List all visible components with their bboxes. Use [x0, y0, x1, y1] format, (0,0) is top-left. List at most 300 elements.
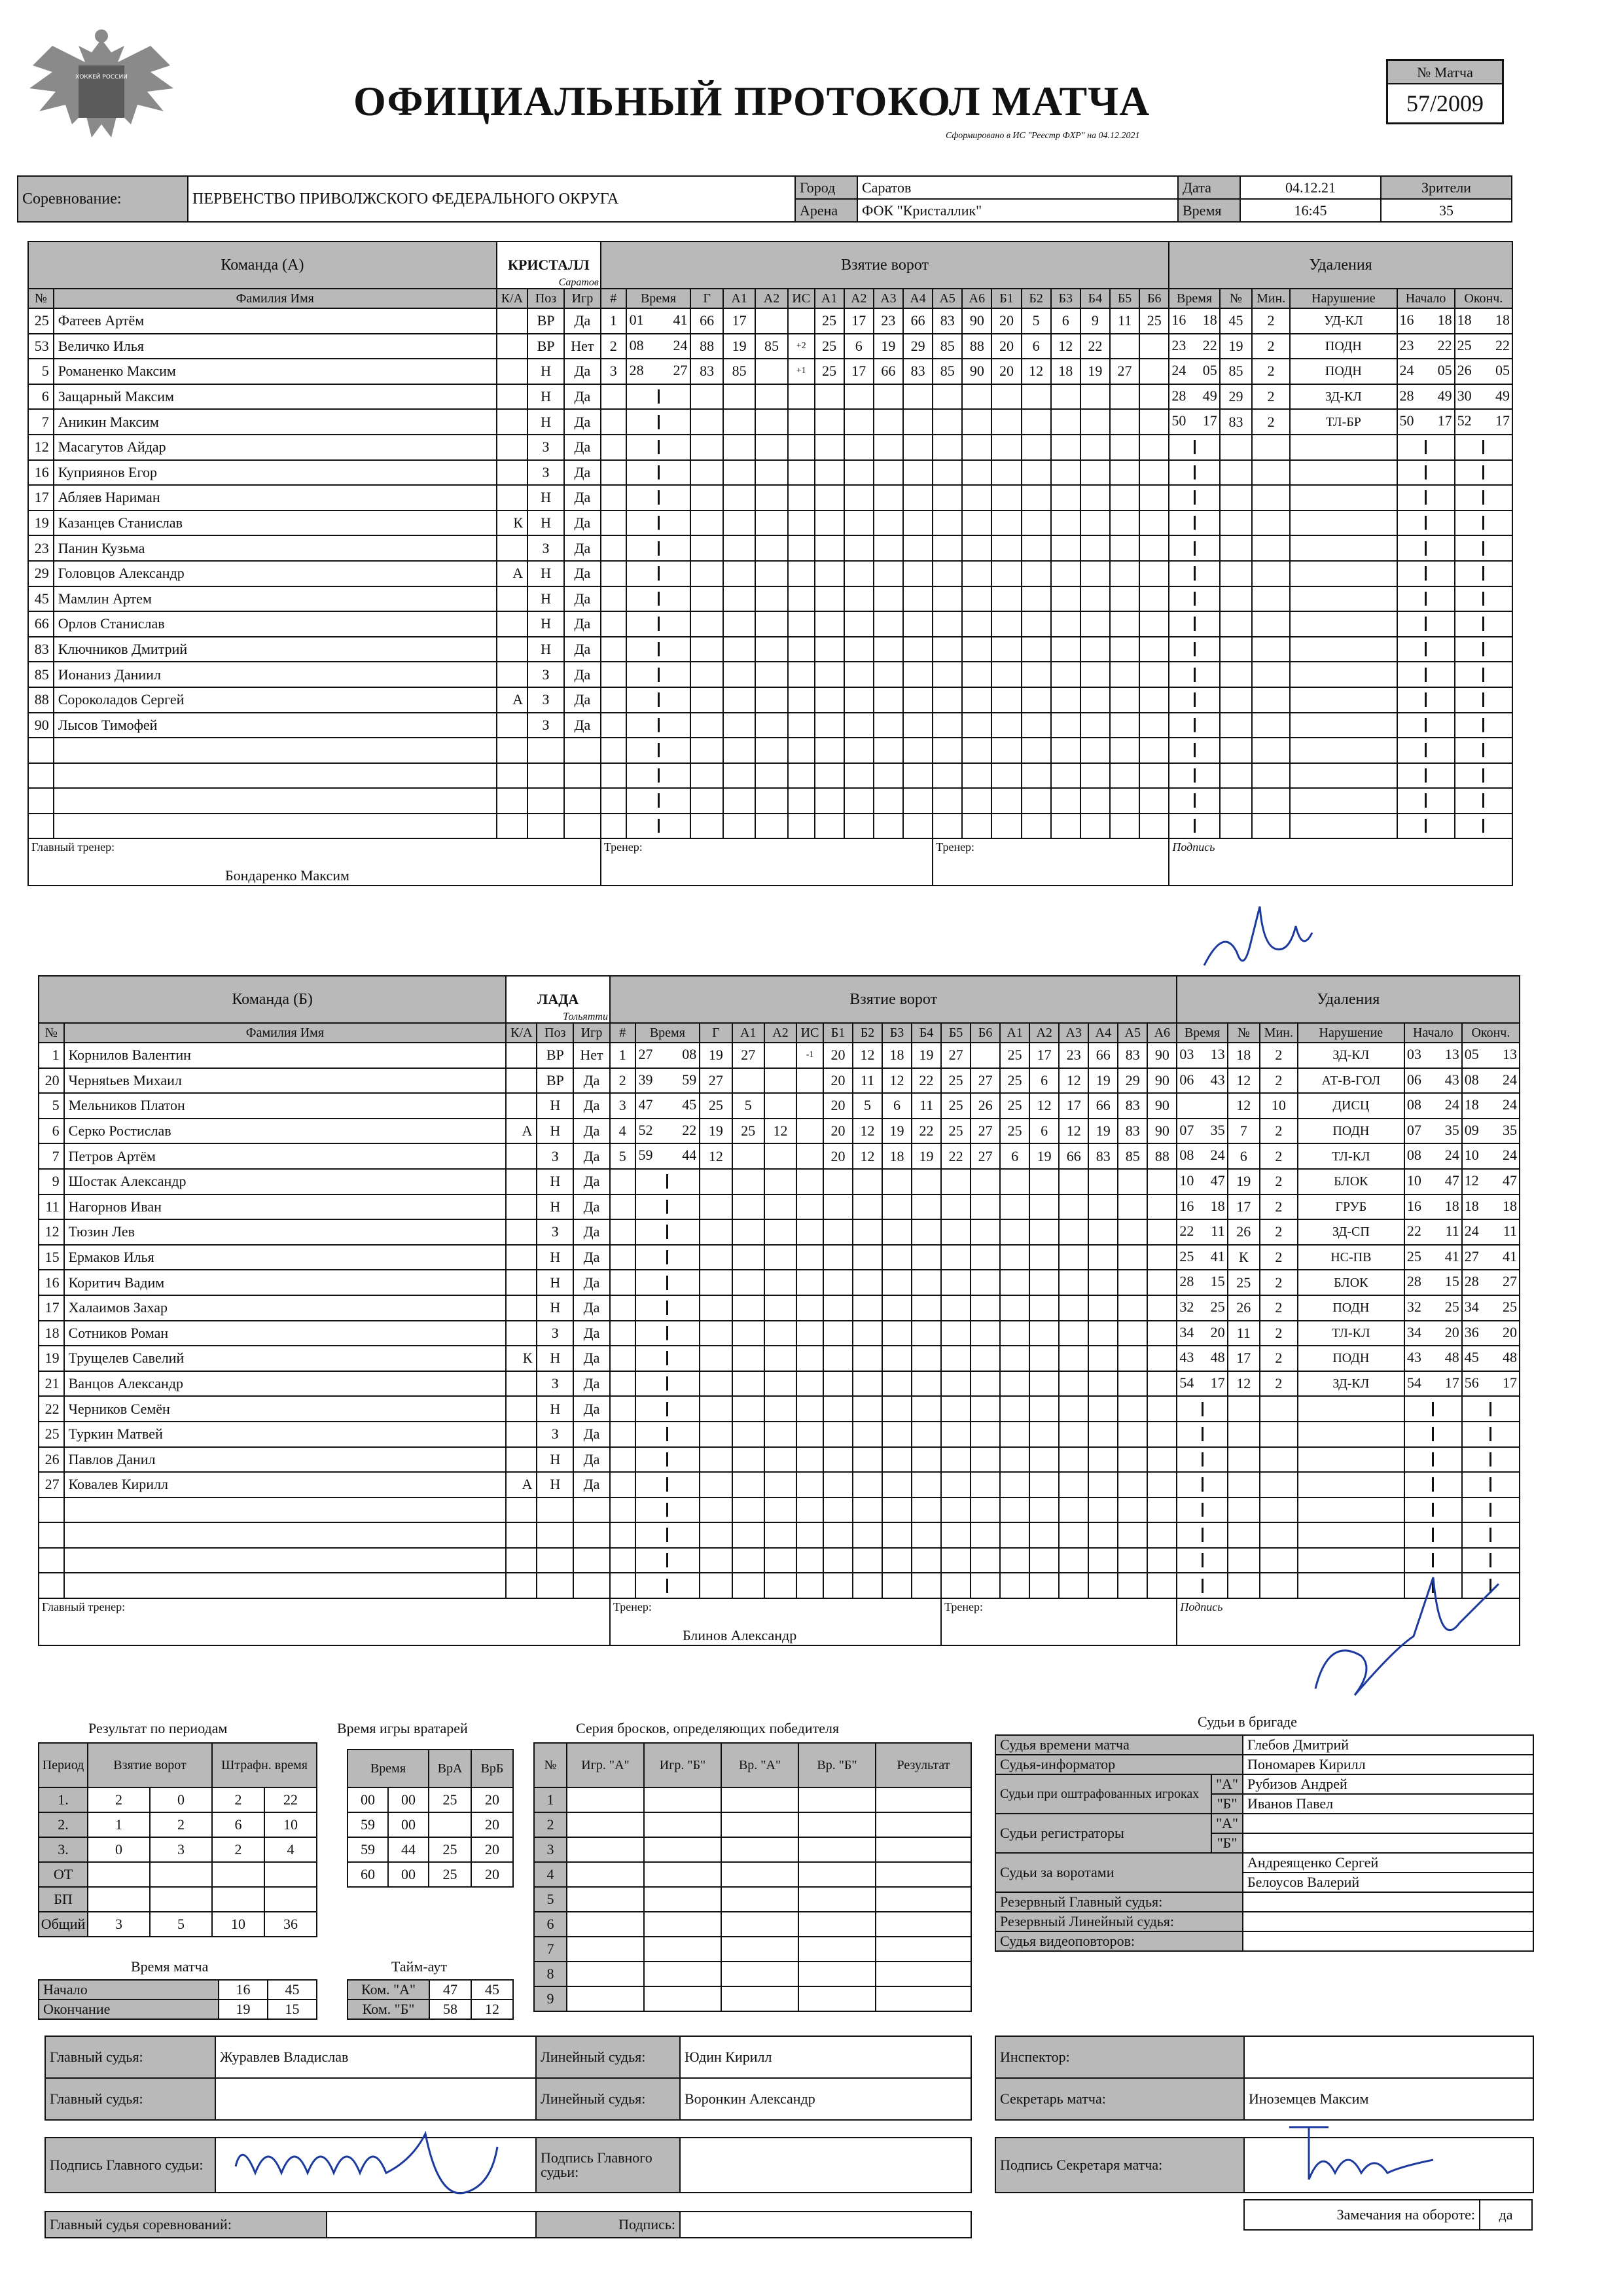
- teamA-empty-cell: [564, 763, 601, 789]
- teamB-goal-minus: 66: [1059, 1143, 1088, 1169]
- teamA-col-a1: А1: [723, 289, 755, 308]
- teamB-empty-cell: [764, 1194, 796, 1220]
- teamB-empty-cell: [1147, 1169, 1177, 1194]
- city-value: Саратов: [857, 176, 1178, 199]
- teamA-col-plus-3: А4: [903, 289, 933, 308]
- teamB-player-pos: Н: [537, 1472, 573, 1498]
- line-ref-label-1: Линейный судья:: [536, 2036, 680, 2078]
- teamA-empty-cell: [755, 384, 787, 410]
- teamA-pen-end: [1455, 763, 1512, 789]
- teamA-empty-cell: [1022, 788, 1051, 814]
- teamB-player-role: [506, 1143, 537, 1169]
- teamA-empty-cell: [690, 662, 722, 687]
- teamB-empty-cell: [700, 1245, 732, 1270]
- pen-b-mark: "Б": [1211, 1794, 1243, 1814]
- teamB-goal-minus: 6: [1029, 1119, 1059, 1144]
- remarks: да: [1480, 2200, 1532, 2230]
- teamB-goal-is: [796, 1143, 823, 1169]
- match-info: [17, 175, 1512, 223]
- teamA-empty-cell: [1051, 485, 1080, 511]
- teamA-player-played: Да: [564, 713, 601, 738]
- teamB-pen-violation: ТЛ-КЛ: [1298, 1143, 1404, 1169]
- teamB-row: [39, 1548, 1520, 1573]
- teamB-row: [39, 1043, 1520, 1068]
- teamB-player-role: [506, 1169, 537, 1194]
- teamA-empty-cell: [815, 409, 844, 435]
- teamA-pen-start: [1397, 409, 1455, 435]
- teamB-empty-cell: [1000, 1472, 1029, 1498]
- teamA-empty-cell: [903, 814, 933, 839]
- shootout-cell: [721, 1812, 798, 1837]
- teamB-empty-cell: [941, 1522, 971, 1548]
- teamA-empty-cell: [815, 788, 844, 814]
- teamA-empty-cell: [527, 788, 564, 814]
- res-main: [1243, 1892, 1533, 1912]
- teamB-empty-cell: [1088, 1422, 1118, 1447]
- teamB-row: [39, 1194, 1520, 1220]
- teamA-empty-cell: [690, 713, 722, 738]
- shootout-cell: [644, 1912, 721, 1937]
- teamB-pen-sec: 24: [1210, 1147, 1225, 1164]
- shootout-cell: [721, 1962, 798, 1986]
- teamA-empty-cell: [1252, 662, 1290, 687]
- teamB-goal-plus: 12: [853, 1119, 882, 1144]
- teamB-pen-end-sec: 11: [1503, 1223, 1517, 1240]
- teamA-empty-cell: [723, 460, 755, 486]
- teamA-pen-end: [1455, 637, 1512, 662]
- comp-judge-label: Главный судья соревнований:: [45, 2212, 327, 2238]
- teamA-empty-cell: [1220, 586, 1252, 612]
- date-label: Дата: [1178, 176, 1240, 199]
- teamB-empty-cell: [1147, 1346, 1177, 1371]
- teamA-col-plus-4: А5: [933, 289, 962, 308]
- teamA-empty-cell: [962, 611, 991, 637]
- teamA-goal-time: [626, 485, 691, 511]
- teamB-empty-cell: [506, 1498, 537, 1523]
- teamA-empty-cell: [601, 435, 626, 460]
- teamB-pen-time: [1177, 1371, 1227, 1397]
- teamB-goal-plus: 20: [823, 1119, 853, 1144]
- teamB-pen-start: [1404, 1068, 1462, 1094]
- teamB-pen-end-min: 18: [1464, 1096, 1479, 1113]
- teamB-pen-start: [1404, 1295, 1462, 1321]
- teamA-empty-cell: [1080, 713, 1110, 738]
- teamA-empty-cell: [1290, 460, 1397, 486]
- teamB-pen-min: 10: [1179, 1172, 1194, 1189]
- teamA-empty-cell: [1110, 814, 1139, 839]
- period-cell: [264, 1887, 317, 1912]
- teamA-player-played: Да: [564, 409, 601, 435]
- teamB-pen-start-sec: 24: [1444, 1147, 1459, 1164]
- teamB-pen-end: [1462, 1270, 1520, 1295]
- teamA-empty-cell: [1110, 511, 1139, 536]
- teamA-empty-cell: [54, 814, 497, 839]
- teamA-goal-minus: 11: [1110, 308, 1139, 334]
- teamA-empty-cell: [1080, 637, 1110, 662]
- teamB-empty-cell: [1298, 1498, 1404, 1523]
- penalty-judges-label: [995, 1774, 1211, 1814]
- teamA-pen-end: [1455, 485, 1512, 511]
- teamA-empty-cell: [1110, 738, 1139, 763]
- teamA-empty-cell: [755, 409, 787, 435]
- teamB-empty-cell: [700, 1169, 732, 1194]
- teamB-empty-cell: [1147, 1245, 1177, 1270]
- teamB-row: [39, 1498, 1520, 1523]
- teamA-pen-start: [1397, 586, 1455, 612]
- timeout-b-label: Ком. "Б": [348, 2000, 429, 2019]
- teamB-player-pos: З: [537, 1371, 573, 1397]
- teamB-empty-cell: [700, 1548, 732, 1573]
- teamA-empty-cell: [962, 637, 991, 662]
- teamB-col-minus-4: А5: [1118, 1023, 1147, 1043]
- teamB-empty-cell: [1059, 1295, 1088, 1321]
- teamA-empty-cell: [1220, 763, 1252, 789]
- teamA-empty-cell: [1051, 586, 1080, 612]
- teamA-goal-minus: 5: [1022, 308, 1051, 334]
- teamB-empty-cell: [732, 1573, 764, 1598]
- teamB-pen-time: [1177, 1472, 1227, 1498]
- teamA-empty-cell: [991, 535, 1021, 561]
- teamA-empty-cell: [1080, 611, 1110, 637]
- teamB-goal-time: [635, 1396, 700, 1422]
- teamA-col-no: №: [28, 289, 54, 308]
- teamB-empty-cell: [796, 1447, 823, 1473]
- teamB-empty-cell: [610, 1346, 635, 1371]
- teamA-empty-cell: [903, 535, 933, 561]
- sign-main-label: [45, 2138, 215, 2193]
- comp-sign-label: Подпись:: [536, 2212, 680, 2238]
- video: [1243, 1931, 1533, 1951]
- teamA-player-played: Да: [564, 611, 601, 637]
- teamA-goal-plus: 83: [903, 359, 933, 384]
- teamB-goal-time: [635, 1522, 700, 1548]
- teamA-pen-time: [1169, 334, 1219, 359]
- teamA-empty-cell: [788, 814, 815, 839]
- teamB-empty-cell: [1059, 1270, 1088, 1295]
- secretary-sign-table: [995, 2137, 1534, 2193]
- teamB-goal-plus: 22: [941, 1143, 971, 1169]
- teamA-pen-time: [1169, 763, 1219, 789]
- teamB-pen-start-min: 08: [1406, 1147, 1421, 1164]
- teamB-empty-cell: [853, 1321, 882, 1346]
- teamB-empty-cell: [853, 1194, 882, 1220]
- teamB-pen-end-min: 12: [1464, 1172, 1479, 1189]
- teamA-pen-start: [1397, 788, 1455, 814]
- teamB-pen-end-min: 36: [1464, 1323, 1479, 1340]
- teamB-player-name: Тюзин Лев: [64, 1219, 507, 1245]
- teamB-goal-plus: 27: [971, 1119, 1000, 1144]
- teamA-goal-plus: 23: [874, 308, 903, 334]
- teamA-empty-cell: [991, 611, 1021, 637]
- teamA-empty-cell: [815, 384, 844, 410]
- teamB-player-number: 22: [39, 1396, 64, 1422]
- teamA-empty-cell: [844, 561, 874, 586]
- teamA-pen-time: [1169, 713, 1219, 738]
- teamB-empty-cell: [912, 1219, 941, 1245]
- teamA-goal-minus: [1139, 359, 1169, 384]
- teamB-goal-time: [635, 1245, 700, 1270]
- teamA-empty-cell: [564, 814, 601, 839]
- teamA-empty-cell: [601, 384, 626, 410]
- comp-sign: [680, 2212, 971, 2238]
- teamB-pen-player: 12: [1228, 1093, 1260, 1119]
- teamB-empty-cell: [912, 1169, 941, 1194]
- teamA-goal-minus: 6: [1051, 308, 1080, 334]
- teamA-empty-cell: [1110, 409, 1139, 435]
- teamB-player-number: 16: [39, 1270, 64, 1295]
- teamB-row: [39, 1573, 1520, 1598]
- period-cell: [88, 1862, 150, 1887]
- teamB-goal-time: [635, 1295, 700, 1321]
- teamB-pen-end-min: 10: [1464, 1147, 1479, 1164]
- reg-b: [1243, 1833, 1533, 1853]
- teamA-coach2-label: Тренер:: [936, 840, 975, 854]
- teamB-pen-start-min: 32: [1406, 1298, 1421, 1315]
- teamB-goal-minus: 25: [1000, 1043, 1029, 1068]
- teamB-empty-cell: [941, 1371, 971, 1397]
- teamB-empty-cell: [1029, 1295, 1059, 1321]
- teamA-row: [28, 763, 1512, 789]
- start-min: 45: [268, 1980, 317, 2000]
- teamA-empty-cell: [1139, 435, 1169, 460]
- teamA-player-name: Ионаниз Даниил: [54, 662, 497, 687]
- teamB-goal-a1: 27: [732, 1043, 764, 1068]
- teamA-empty-cell: [815, 535, 844, 561]
- teamA-goal-plus: 17: [844, 308, 874, 334]
- info-judge: Пономарев Кирилл: [1243, 1755, 1533, 1774]
- teamA-player-role: [497, 435, 527, 460]
- teamA-empty-cell: [601, 511, 626, 536]
- teamA-empty-cell: [1139, 637, 1169, 662]
- teamA-col-is: ИС: [788, 289, 815, 308]
- teamB-goal-no: 5: [610, 1143, 635, 1169]
- teamB-empty-cell: [1260, 1396, 1298, 1422]
- teamB-pen-time: [1177, 1447, 1227, 1473]
- teamB-empty-cell: [700, 1346, 732, 1371]
- shootout-cell: [567, 1837, 644, 1862]
- teamB-empty-cell: [971, 1522, 1000, 1548]
- period-cell: 0: [88, 1837, 150, 1862]
- teamA-empty-cell: [1290, 738, 1397, 763]
- teamA-goal-minus: 27: [1110, 359, 1139, 384]
- period-cell: 5: [150, 1912, 212, 1937]
- teamA-empty-cell: [1051, 384, 1080, 410]
- teamB-empty-cell: [610, 1548, 635, 1573]
- teamB-pen-min: 22: [1179, 1223, 1194, 1240]
- teamA-col-pen-no: №: [1220, 289, 1252, 308]
- teamA-empty-cell: [788, 561, 815, 586]
- start-hour: 16: [219, 1980, 268, 2000]
- teamA-empty-cell: [991, 511, 1021, 536]
- teamB-goal-time: [635, 1194, 700, 1220]
- teamA-player-name: Орлов Станислав: [54, 611, 497, 637]
- teamA-player-number: 66: [28, 611, 54, 637]
- teamB-pen-sec: 43: [1210, 1071, 1225, 1088]
- teamB-pen-player: 26: [1228, 1219, 1260, 1245]
- teamB-empty-cell: [912, 1498, 941, 1523]
- period-row: [39, 1837, 317, 1862]
- period-row: [39, 1787, 317, 1812]
- teamA-goal-time: [626, 738, 691, 763]
- teamB-pen-end: [1462, 1522, 1520, 1548]
- teamA-empty-cell: [788, 763, 815, 789]
- teamB-penalties-title: Удаления: [1177, 976, 1520, 1023]
- teamA-empty-cell: [1252, 561, 1290, 586]
- teamA-pen-violation: ПОДН: [1290, 359, 1397, 384]
- teamB-empty-cell: [1029, 1245, 1059, 1270]
- teamB-pen-minutes: 2: [1260, 1321, 1298, 1346]
- teamB-pen-violation: БЛОК: [1298, 1169, 1404, 1194]
- teamB-pen-end-sec: 47: [1503, 1172, 1517, 1189]
- teamB-pen-time: [1177, 1043, 1227, 1068]
- teamA-pen-sec: 05: [1202, 362, 1217, 379]
- teamA-empty-cell: [933, 687, 962, 713]
- teamA-goal-minus: 20: [991, 308, 1021, 334]
- teamA-pen-start-min: 28: [1399, 387, 1414, 404]
- teamA-empty-cell: [601, 713, 626, 738]
- teamA-empty-cell: [1290, 535, 1397, 561]
- teamB-pen-time: [1177, 1093, 1227, 1119]
- teamB-player-pos: Н: [537, 1270, 573, 1295]
- teamA-goal-no: 3: [601, 359, 626, 384]
- teamB-col-minus-1: А2: [1029, 1023, 1059, 1043]
- teamA-empty-cell: [723, 611, 755, 637]
- teamA-pen-time: [1169, 460, 1219, 486]
- teamB-goal-a2: 12: [764, 1119, 796, 1144]
- teamA-pen-start-min: 50: [1399, 412, 1414, 429]
- teamB-pen-sec: 48: [1210, 1349, 1225, 1366]
- teamB-pen-time: [1177, 1068, 1227, 1094]
- teamB-pen-player: 12: [1228, 1068, 1260, 1094]
- teamA-empty-cell: [1110, 535, 1139, 561]
- teamB-player-played: Нет: [573, 1043, 610, 1068]
- teamB-goal-plus: 22: [912, 1068, 941, 1094]
- teamA-empty-cell: [844, 713, 874, 738]
- teamB-goal-is: [796, 1093, 823, 1119]
- teamA-player-pos: ВР: [527, 308, 564, 334]
- teamA-goal-minus: 12: [1022, 359, 1051, 384]
- teamB-goal-minus: 6: [1000, 1143, 1029, 1169]
- timeout-a-min: 47: [429, 1980, 471, 2000]
- teamB-col-is: ИС: [796, 1023, 823, 1043]
- teamB-player-pos: Н: [537, 1396, 573, 1422]
- teamA-empty-cell: [1110, 460, 1139, 486]
- teamB-goal-minus: 66: [1088, 1093, 1118, 1119]
- teamB-player-pos: ВР: [537, 1043, 573, 1068]
- gk-cell: [429, 1812, 471, 1837]
- teamA-row: [28, 586, 1512, 612]
- teamB-player-name: Туркин Матвей: [64, 1422, 507, 1447]
- teamA-empty-cell: [1290, 586, 1397, 612]
- teamB-pen-violation: АТ-В-ГОЛ: [1298, 1068, 1404, 1094]
- teamB-goal-sec: 45: [682, 1096, 697, 1113]
- teamA-empty-cell: [933, 763, 962, 789]
- teamB-player-number: 18: [39, 1321, 64, 1346]
- teamA-empty-cell: [1080, 814, 1110, 839]
- signature-head-coach-a: [1198, 887, 1315, 978]
- teamB-empty-cell: [1147, 1295, 1177, 1321]
- teamA-empty-cell: [1110, 637, 1139, 662]
- teamB-empty-cell: [853, 1245, 882, 1270]
- teamA-pen-end: [1455, 561, 1512, 586]
- teamB-empty-cell: [1088, 1321, 1118, 1346]
- teamA-empty-cell: [788, 435, 815, 460]
- teamB-empty-cell: [941, 1447, 971, 1473]
- shootout-cell: [567, 1812, 644, 1837]
- teamB-empty-cell: [1118, 1270, 1147, 1295]
- teamA-pen-end: [1455, 384, 1512, 410]
- teamB-player-played: Да: [573, 1270, 610, 1295]
- period-cell: 1.: [39, 1787, 88, 1812]
- teamB-empty-cell: [853, 1270, 882, 1295]
- teamB-pen-end-sec: 25: [1503, 1298, 1517, 1315]
- teamB-empty-cell: [732, 1548, 764, 1573]
- shootout-cell: [721, 1787, 798, 1812]
- teamB-pen-end: [1462, 1346, 1520, 1371]
- teamB-pen-end-min: 24: [1464, 1223, 1479, 1240]
- teamB-empty-cell: [610, 1472, 635, 1498]
- teamA-empty-cell: [1139, 511, 1169, 536]
- teamB-pen-end: [1462, 1068, 1520, 1094]
- gk-row: [348, 1837, 513, 1862]
- teamA-pen-time: [1169, 637, 1219, 662]
- reg-b-mark: "Б": [1211, 1833, 1243, 1853]
- teamA-empty-cell: [1252, 460, 1290, 486]
- teamA-pen-start: [1397, 561, 1455, 586]
- teamA-empty-cell: [723, 535, 755, 561]
- teamA-empty-cell: [874, 460, 903, 486]
- teamA-empty-cell: [962, 384, 991, 410]
- teamB-empty-cell: [823, 1245, 853, 1270]
- period-cell: 36: [264, 1912, 317, 1937]
- teamB-empty-cell: [1059, 1396, 1088, 1422]
- teamB-empty-cell: [853, 1548, 882, 1573]
- teamA-empty-cell: [690, 485, 722, 511]
- period-cell: [212, 1862, 264, 1887]
- teamA-empty-cell: [723, 637, 755, 662]
- gk-col-b: ВрБ: [471, 1749, 513, 1787]
- teamB-empty-cell: [1260, 1573, 1298, 1598]
- teamA-player-role: К: [497, 511, 527, 536]
- teamA-empty-cell: [1022, 485, 1051, 511]
- shootout-col: Игр. "А": [567, 1743, 644, 1787]
- teamA-player-played: Да: [564, 359, 601, 384]
- reg-a: [1243, 1814, 1533, 1833]
- teamB-player-name: Коритич Вадим: [64, 1270, 507, 1295]
- teamA-col-pen-time: Время: [1169, 289, 1219, 308]
- teamA-pen-start: [1397, 435, 1455, 460]
- teamA-row: [28, 359, 1512, 384]
- teamB-empty-cell: [537, 1573, 573, 1598]
- teamB-empty-cell: [941, 1498, 971, 1523]
- teamA-head-coach-cell: [28, 838, 601, 886]
- teamB-empty-cell: [732, 1498, 764, 1523]
- teamB-empty-cell: [941, 1169, 971, 1194]
- secretary-label: Секретарь матча:: [995, 2078, 1244, 2120]
- match-number-label: № Матча: [1388, 61, 1502, 84]
- teamA-empty-cell: [1139, 460, 1169, 486]
- gk-row: [348, 1787, 513, 1812]
- teamB-empty-cell: [882, 1295, 912, 1321]
- shootout-row: [534, 1887, 971, 1912]
- teamB-empty-cell: [700, 1219, 732, 1245]
- teamA-empty-cell: [962, 687, 991, 713]
- teamB-empty-cell: [1228, 1447, 1260, 1473]
- teamB-pen-end-sec: 35: [1503, 1121, 1517, 1138]
- shootout-cell: [876, 1837, 971, 1862]
- teamB-goal-is: -1: [796, 1043, 823, 1068]
- teamB-empty-cell: [39, 1498, 64, 1523]
